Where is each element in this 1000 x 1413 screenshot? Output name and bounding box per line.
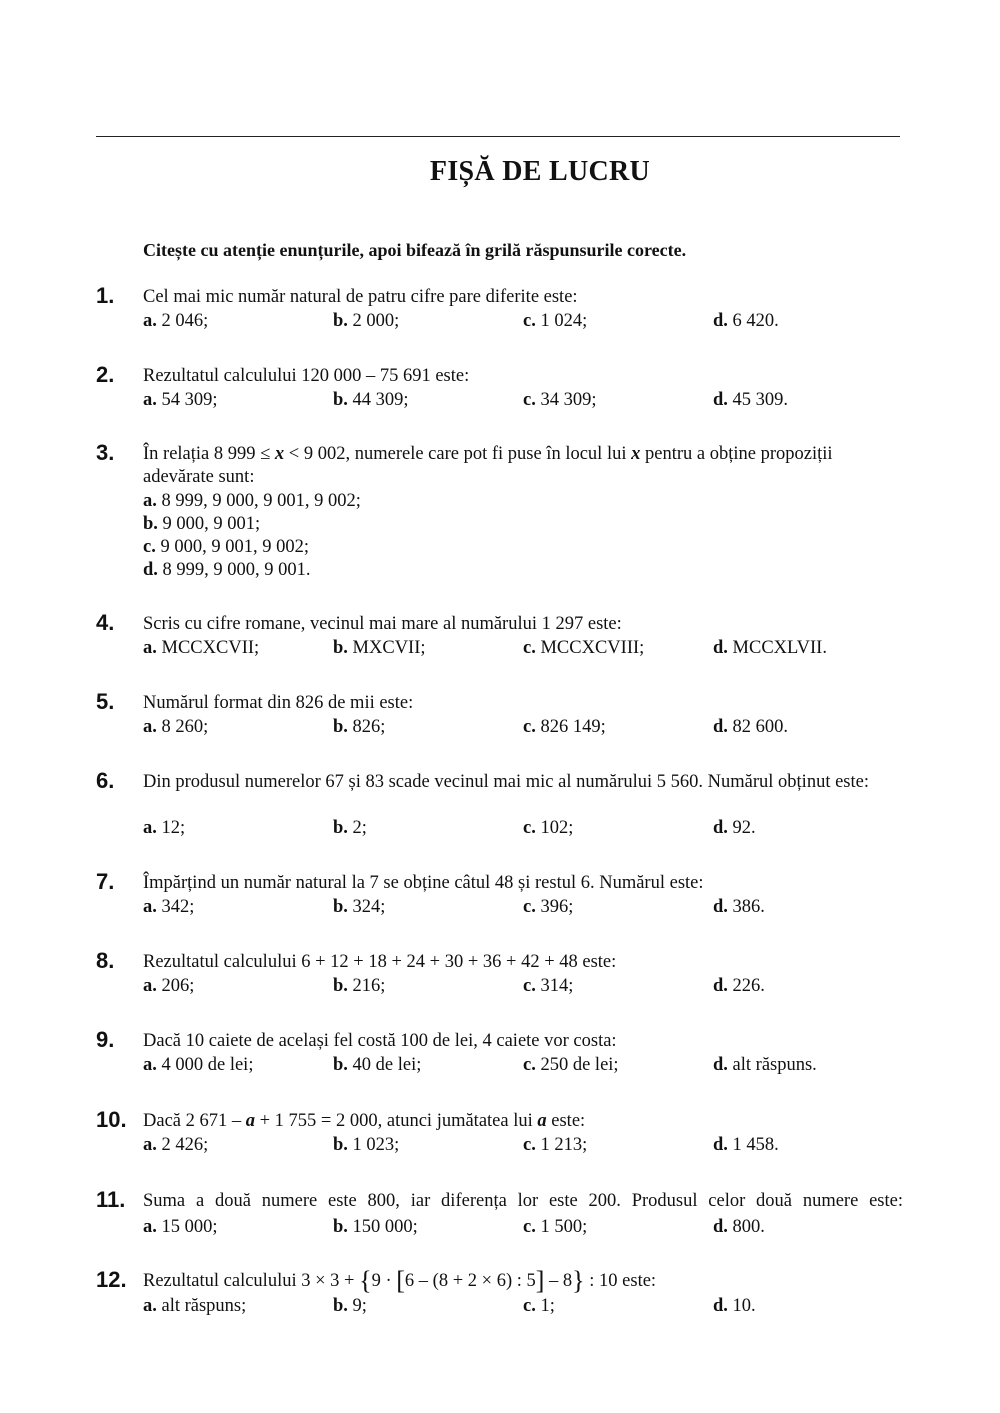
option-b[interactable] — [143, 513, 260, 536]
option-text: MCCXCVIII; — [540, 638, 645, 658]
option-text: MCCXLVII. — [732, 638, 827, 658]
option-text: 9 000, 9 001; — [162, 514, 261, 534]
option-a[interactable] — [143, 490, 361, 513]
stem-text: În relația 8 999 ≤ — [143, 444, 275, 464]
option-c[interactable] — [523, 389, 596, 412]
option-letter: b. — [333, 717, 348, 737]
option-text: 54 309; — [161, 390, 218, 410]
option-text: 2 000; — [352, 311, 400, 331]
option-c[interactable] — [523, 975, 573, 998]
option-text: MCCXCVII; — [161, 638, 260, 658]
option-letter: b. — [333, 1217, 348, 1237]
stem-text: este: — [546, 1111, 586, 1131]
option-letter: d. — [713, 897, 728, 917]
option-letter: c. — [523, 818, 536, 838]
stem-text: : 10 este: — [584, 1271, 657, 1291]
option-text: 9; — [352, 1296, 367, 1316]
option-text: 2 046; — [161, 311, 209, 331]
option-c[interactable] — [523, 1216, 587, 1239]
option-text: 2; — [352, 818, 367, 838]
option-letter: a. — [143, 491, 157, 511]
option-c[interactable] — [143, 536, 309, 559]
option-text: 34 309; — [540, 390, 597, 410]
option-text: 314; — [540, 976, 574, 996]
option-letter: c. — [523, 717, 536, 737]
question-number: 9. — [96, 1027, 115, 1052]
option-a[interactable] — [143, 1216, 218, 1239]
option-b[interactable] — [333, 1216, 418, 1239]
option-text: 6 420. — [732, 311, 779, 331]
brace-close: } — [572, 1266, 585, 1295]
question-number: 6. — [96, 768, 115, 793]
question-stem: Scris cu cifre romane, vecinul mai mare al numărului 1 297 este: — [143, 614, 622, 634]
option-text: 1 213; — [540, 1135, 588, 1155]
option-letter: c. — [143, 537, 156, 557]
option-text: 342; — [161, 897, 195, 917]
option-letter: d. — [143, 560, 158, 580]
option-text: alt răspuns; — [161, 1296, 247, 1316]
option-b[interactable] — [333, 975, 385, 998]
question-stem: Cel mai mic număr natural de patru cifre pare diferite este: — [143, 287, 578, 307]
variable-a: a — [537, 1111, 547, 1131]
option-letter: d. — [713, 390, 728, 410]
option-letter: b. — [333, 1135, 348, 1155]
option-text: 8 260; — [161, 717, 209, 737]
bracket-close: ] — [535, 1266, 545, 1295]
option-text: 2 426; — [161, 1135, 209, 1155]
option-letter: b. — [333, 311, 348, 331]
top-rule — [96, 136, 900, 137]
question-stem: Numărul format din 826 de mii este: — [143, 693, 414, 713]
option-letter: a. — [143, 717, 157, 737]
option-text: 226. — [732, 976, 765, 996]
option-d[interactable] — [713, 637, 827, 660]
option-text: 102; — [540, 818, 574, 838]
option-letter: a. — [143, 1055, 157, 1075]
question-number: 3. — [96, 440, 115, 465]
option-text: 800. — [732, 1217, 765, 1237]
option-letter: d. — [713, 1055, 728, 1075]
option-text: 206; — [161, 976, 195, 996]
option-letter: d. — [713, 311, 728, 331]
variable-x: x — [631, 444, 641, 464]
option-d[interactable] — [713, 1134, 779, 1157]
option-a[interactable] — [143, 310, 208, 333]
stem-text: Dacă 2 671 – — [143, 1111, 246, 1131]
variable-x: x — [274, 444, 285, 464]
option-b[interactable] — [333, 310, 399, 333]
option-c[interactable] — [523, 817, 573, 840]
question-number: 7. — [96, 869, 115, 894]
option-d[interactable] — [713, 817, 756, 840]
option-letter: b. — [333, 976, 348, 996]
question-stem — [143, 1266, 903, 1295]
stem-text: Rezultatul calculului 3 × 3 + — [143, 1271, 360, 1291]
option-letter: c. — [523, 1217, 536, 1237]
question-number: 8. — [96, 948, 115, 973]
page-title: FIȘĂ DE LUCRU — [429, 156, 651, 187]
question-stem — [143, 1110, 903, 1133]
option-text: 10. — [732, 1296, 756, 1316]
question-number: 4. — [96, 610, 115, 635]
option-d[interactable] — [713, 1054, 817, 1077]
variable-a: a — [245, 1111, 255, 1131]
option-d[interactable] — [713, 975, 765, 998]
option-text: 44 309; — [352, 390, 409, 410]
stem-text: – 8 — [544, 1271, 573, 1291]
option-text: 12; — [161, 818, 186, 838]
option-text: 92. — [732, 818, 756, 838]
option-text: alt răspuns. — [732, 1055, 817, 1075]
option-letter: c. — [523, 1055, 536, 1075]
question-stem: Dacă 10 caiete de același fel costă 100 de lei, 4 caiete vor costa: — [143, 1031, 617, 1051]
option-text: 826 149; — [540, 717, 606, 737]
option-letter: d. — [713, 638, 728, 658]
option-text: 9 000, 9 001, 9 002; — [160, 537, 309, 557]
bracket-open: [ — [396, 1266, 405, 1295]
option-d[interactable] — [713, 716, 788, 739]
stem-text: < 9 002, numerele care pot fi puse în locul lui — [284, 444, 632, 464]
option-letter: d. — [713, 1217, 728, 1237]
option-c[interactable] — [523, 637, 644, 660]
option-letter: a. — [143, 897, 157, 917]
option-text: 1; — [540, 1296, 555, 1316]
option-letter: b. — [333, 1296, 348, 1316]
option-text: 1 023; — [352, 1135, 400, 1155]
question-stem — [143, 443, 903, 489]
option-letter: d. — [713, 976, 728, 996]
option-letter: b. — [333, 390, 348, 410]
question-stem: Împărțind un număr natural la 7 se obține câtul 48 și restul 6. Numărul este: — [143, 873, 704, 893]
option-c[interactable] — [523, 1134, 587, 1157]
option-letter: b. — [143, 514, 158, 534]
option-letter: d. — [713, 1296, 728, 1316]
option-text: 82 600. — [732, 717, 789, 737]
option-a[interactable] — [143, 716, 208, 739]
option-text: 150 000; — [352, 1217, 418, 1237]
option-letter: b. — [333, 818, 348, 838]
stem-text: pentru a obține propoziții adevărate sunt: — [143, 444, 833, 487]
option-c[interactable] — [523, 896, 573, 919]
option-a[interactable] — [143, 1134, 208, 1157]
option-d[interactable] — [713, 389, 788, 412]
option-b[interactable] — [333, 896, 385, 919]
option-letter: d. — [713, 1135, 728, 1155]
brace-open: { — [359, 1266, 372, 1295]
option-letter: b. — [333, 1055, 348, 1075]
option-letter: a. — [143, 638, 157, 658]
option-a[interactable] — [143, 1295, 246, 1318]
option-letter: d. — [713, 717, 728, 737]
option-b[interactable] — [333, 1054, 421, 1077]
option-letter: a. — [143, 1296, 157, 1316]
option-letter: c. — [523, 390, 536, 410]
option-d[interactable] — [713, 896, 765, 919]
question-number: 5. — [96, 689, 115, 714]
option-b[interactable] — [333, 1295, 367, 1318]
option-a[interactable] — [143, 975, 194, 998]
option-c[interactable] — [523, 1295, 555, 1318]
option-d[interactable] — [713, 310, 779, 333]
option-text: 15 000; — [161, 1217, 218, 1237]
option-a[interactable] — [143, 1054, 253, 1077]
option-letter: a. — [143, 390, 157, 410]
option-letter: d. — [713, 818, 728, 838]
option-text: MXCVII; — [352, 638, 426, 658]
option-a[interactable] — [143, 896, 194, 919]
option-text: 396; — [540, 897, 574, 917]
option-a[interactable] — [143, 389, 218, 412]
stem-text: + 1 755 = 2 000, atunci jumătatea lui — [255, 1111, 538, 1131]
option-text: 324; — [352, 897, 386, 917]
option-letter: c. — [523, 897, 536, 917]
option-b[interactable] — [333, 637, 426, 660]
option-text: 40 de lei; — [352, 1055, 422, 1075]
option-text: 1 024; — [540, 311, 588, 331]
option-d[interactable] — [143, 559, 311, 582]
option-text: 1 500; — [540, 1217, 588, 1237]
option-b[interactable] — [333, 817, 367, 840]
option-text: 45 309. — [732, 390, 789, 410]
question-stem: Rezultatul calculului 120 000 – 75 691 este: — [143, 366, 470, 386]
option-d[interactable] — [713, 1216, 765, 1239]
option-text: 216; — [352, 976, 386, 996]
option-b[interactable] — [333, 389, 409, 412]
stem-text: 9 · — [371, 1271, 397, 1291]
question-stem: Din produsul numerelor 67 și 83 scade vecinul mai mic al numărului 5 560. Numărul obținut este: — [143, 772, 869, 792]
option-text: 1 458. — [732, 1135, 779, 1155]
question-stem: Rezultatul calculului 6 + 12 + 18 + 24 + 30 + 36 + 42 + 48 este: — [143, 952, 617, 972]
instruction: Citește cu atenție enunțurile, apoi bifează în grilă răspunsurile corecte. — [143, 240, 687, 260]
option-b[interactable] — [333, 1134, 399, 1157]
option-letter: a. — [143, 1135, 157, 1155]
option-a[interactable] — [143, 817, 185, 840]
option-letter: a. — [143, 818, 157, 838]
option-b[interactable] — [333, 716, 385, 739]
option-letter: b. — [333, 638, 348, 658]
option-c[interactable] — [523, 716, 606, 739]
option-c[interactable] — [523, 310, 587, 333]
option-letter: a. — [143, 1217, 157, 1237]
option-text: 8 999, 9 000, 9 001, 9 002; — [161, 491, 361, 511]
option-text: 4 000 de lei; — [161, 1055, 254, 1075]
question-number: 12. — [96, 1267, 127, 1292]
option-text: 826; — [352, 717, 386, 737]
option-letter: c. — [523, 638, 536, 658]
option-letter: c. — [523, 1296, 536, 1316]
option-letter: c. — [523, 1135, 536, 1155]
option-text: 8 999, 9 000, 9 001. — [162, 560, 311, 580]
option-letter: b. — [333, 897, 348, 917]
stem-text: 6 – (8 + 2 × 6) : 5 — [404, 1271, 536, 1291]
option-c[interactable] — [523, 1054, 619, 1077]
option-letter: c. — [523, 976, 536, 996]
question-number: 10. — [96, 1107, 127, 1132]
option-a[interactable] — [143, 637, 259, 660]
question-number: 1. — [96, 283, 115, 308]
option-d[interactable] — [713, 1295, 756, 1318]
option-letter: c. — [523, 311, 536, 331]
option-letter: a. — [143, 976, 157, 996]
option-text: 386. — [732, 897, 765, 917]
question-stem: Suma a două numere este 800, iar diferența lor este 200. Produsul celor două numere este: — [143, 1191, 903, 1211]
question-number: 11. — [96, 1187, 126, 1212]
option-text: 250 de lei; — [540, 1055, 619, 1075]
question-number: 2. — [96, 362, 115, 387]
option-letter: a. — [143, 311, 157, 331]
